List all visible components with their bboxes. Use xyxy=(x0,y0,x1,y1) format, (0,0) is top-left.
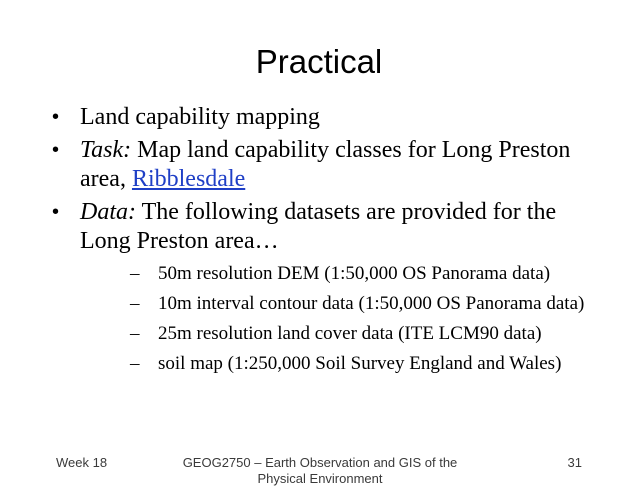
sub-bullet-dash: – xyxy=(130,263,140,284)
sub-bullet-text: 25m resolution land cover data (ITE LCM90 data) xyxy=(158,323,542,344)
sub-bullet-dash: – xyxy=(130,353,140,374)
data-text: The following datasets are provided for the Long Preston area… xyxy=(80,199,557,254)
sub-bullet-text: 10m interval contour data (1:50,000 OS Panorama data) xyxy=(158,293,585,314)
slide-title: Practical xyxy=(255,43,383,80)
bullet-dot: • xyxy=(52,106,60,128)
bullet-item-task xyxy=(46,136,606,194)
task-text: Map land capability classes for Long Preston area, xyxy=(80,137,571,192)
bullet-item-land-capability xyxy=(46,103,606,132)
bullet-dot: • xyxy=(52,139,60,161)
data-sub-list xyxy=(80,262,606,376)
sub-bullet-text: 50m resolution DEM (1:50,000 OS Panorama data) xyxy=(158,263,551,284)
sub-bullet-land-cover xyxy=(80,322,606,346)
sub-bullet-soil-map xyxy=(80,352,606,376)
bullet-item-data xyxy=(46,198,606,376)
sub-bullet-dash: – xyxy=(130,323,140,344)
footer-course-title: GEOG2750 – Earth Observation and GIS of the Physical Environment xyxy=(182,455,458,486)
footer-week: Week 18 xyxy=(56,455,108,470)
sub-bullet-dash: – xyxy=(130,293,140,314)
ribblesdale-link[interactable]: Ribblesdale xyxy=(131,166,246,192)
data-label: Data: xyxy=(80,199,136,225)
slide-number: 31 xyxy=(567,455,582,470)
slide-content xyxy=(46,103,606,382)
sub-bullet-dem xyxy=(80,262,606,286)
sub-bullet-contour xyxy=(80,292,606,316)
task-label: Task: xyxy=(80,137,132,163)
slide-footer xyxy=(0,455,638,486)
bullet-dot: • xyxy=(52,201,60,223)
sub-bullet-text: soil map (1:250,000 Soil Survey England and Wales) xyxy=(158,353,562,374)
bullet-text: Land capability mapping xyxy=(80,104,320,130)
